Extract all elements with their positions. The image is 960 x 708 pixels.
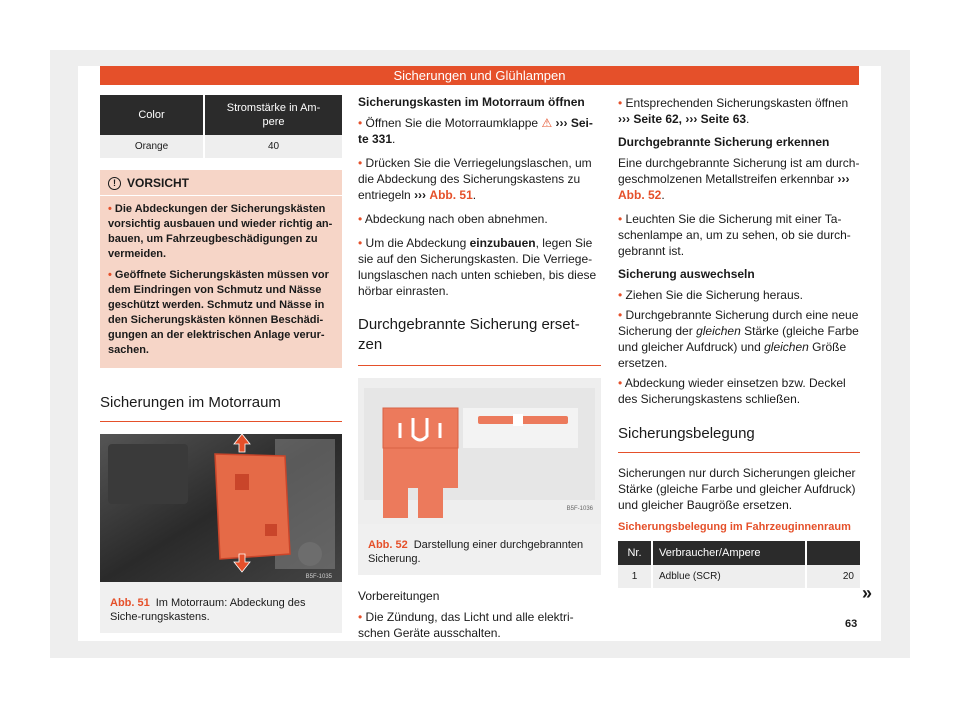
- column-left: [100, 95, 342, 633]
- heading-open-fusebox: Sicherungskasten im Motorraum öffnen: [358, 95, 585, 109]
- bullet-item: • Entsprechenden Sicherungskasten öffnen ››› Seite 62, ››› Seite 63.: [618, 96, 849, 126]
- table-cell: Adblue (SCR): [652, 565, 806, 588]
- bullet-item: • Öffnen Sie die Motorraumklappe ⚠ ››› Sei-te 331.: [358, 116, 593, 146]
- table-header: Color: [100, 95, 204, 135]
- table-header: [806, 541, 860, 565]
- table-header: Verbraucher/Ampere: [652, 541, 806, 565]
- heading-recognize: Durchgebrannte Sicherung erkennen: [618, 135, 830, 149]
- bullet-item: • Ziehen Sie die Sicherung heraus.: [618, 288, 803, 302]
- bullet-item: • Drücken Sie die Verriegelungslaschen, um die Abdeckung des Sicherungskastens zu entriegeln ››› Abb. 51.: [358, 156, 592, 202]
- paragraph: Sicherungen nur durch Sicherungen gleicher Stärke (gleiche Farbe und gleicher Aufdruck) und gleicher Baugröße ersetzen.: [618, 466, 856, 512]
- warning-icon: ⚠: [541, 116, 553, 130]
- figure-caption: Abb. 52 Darstellung einer durchgebrannten Sicherung.: [358, 529, 601, 575]
- table-cell: 40: [204, 135, 342, 158]
- continue-mark: »: [862, 583, 873, 603]
- section-heading: Sicherungsbelegung: [618, 425, 860, 453]
- fuse-diagram: [358, 378, 601, 524]
- caution-box: [100, 170, 342, 368]
- fuse-table: [618, 541, 860, 588]
- table-row: [100, 135, 342, 158]
- bullet-item: • Durchgebrannte Sicherung durch eine neue Sicherung der gleichen Stärke (gleiche Farbe und gleicher Aufdruck) und gleichen Größe ersetzen.: [618, 308, 859, 370]
- caution-title: ! VORSICHT: [100, 170, 342, 196]
- paragraph: Eine durchgebrannte Sicherung ist am durch-geschmolzenen Metallstreifen erkennbar ››› Abb. 52.: [618, 156, 860, 202]
- figure-code: B5F-1036: [566, 506, 593, 512]
- section-header: Sicherungen und Glühlampen: [100, 66, 859, 85]
- engine-bay-image: [100, 434, 342, 582]
- figure-fuse: [358, 378, 601, 575]
- caution-item: • Geöffnete Sicherungskästen müssen vor dem Eindringen von Schmutz und Nässe geschützt werden. Schmutz und Nässe in den Sicherungskästen können Beschädi-gungen an der elektrischen Anlage verur-sachen.: [108, 269, 329, 356]
- heading-replace: Sicherung auswechseln: [618, 267, 755, 281]
- caution-icon: !: [108, 177, 121, 190]
- table-cell: Orange: [100, 135, 204, 158]
- table-cell: 20: [806, 565, 860, 588]
- table-title: Sicherungsbelegung im Fahrzeuginnenraum: [618, 521, 851, 533]
- column-right: [618, 95, 860, 588]
- bullet-item: • Leuchten Sie die Sicherung mit einer Ta-schenlampe an, um zu sehen, ob sie durch-gebrannt ist.: [618, 212, 851, 258]
- bullet-item: • Die Zündung, das Licht und alle elektri-schen Geräte ausschalten.: [358, 610, 574, 640]
- column-middle: [358, 95, 601, 649]
- bullet-item: • Abdeckung wieder einsetzen bzw. Deckel des Sicherungskastens schließen.: [618, 376, 846, 406]
- section-heading: Sicherungen im Motorraum: [100, 394, 342, 422]
- bullet-item: • Abdeckung nach oben abnehmen.: [358, 212, 548, 226]
- figure-code: B5F-1035: [305, 574, 332, 580]
- page-number: 63: [845, 618, 858, 630]
- heading-preparations: Vorbereitungen: [358, 589, 440, 603]
- table-cell: 1: [618, 565, 652, 588]
- bullet-item: • Um die Abdeckung einzubauen, legen Sie sie auf den Sicherungskasten. Die Verriege-lungslaschen nach unten schieben, bis diese hörbar einrasten.: [358, 236, 597, 298]
- figure-engine-bay: [100, 434, 342, 633]
- table-row: [618, 565, 860, 588]
- figure-caption: Abb. 51 Im Motorraum: Abdeckung des Siche-rungskastens.: [100, 587, 342, 633]
- color-table: [100, 95, 342, 158]
- table-header: Nr.: [618, 541, 652, 565]
- table-header: Stromstärke in Am- pere: [204, 95, 342, 135]
- caution-item: • Die Abdeckungen der Sicherungskästen vorsichtig ausbauen und wieder richtig an-bauen, um Fahrzeugbeschädigungen zu vermeiden.: [108, 203, 333, 260]
- section-heading: Durchgebrannte Sicherung erset-zen: [358, 315, 601, 366]
